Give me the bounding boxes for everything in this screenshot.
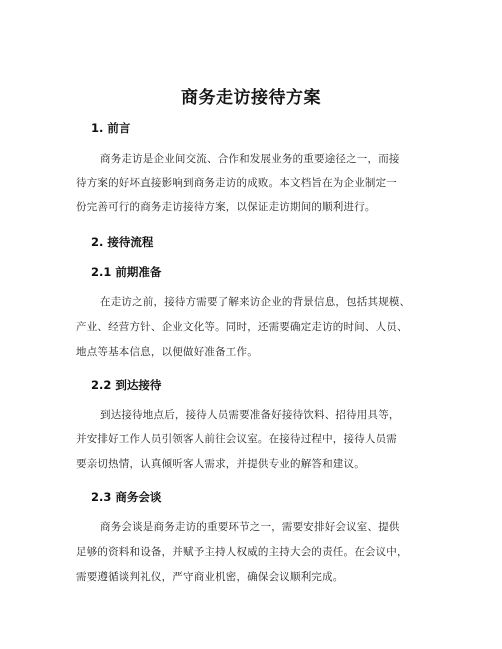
paragraph-line: 产业、经营方针、企业文化等。同时，还需要确定走访的时间、人员、: [76, 321, 408, 333]
paragraph-line: 商务走访是企业间交流、合作和发展业务的重要途径之一，而接: [100, 153, 400, 165]
subsection-heading-preparation: 2.1 前期准备: [91, 265, 162, 279]
paragraph-line: 足够的资料和设备，并赋予主持人权威的主持大会的责任。在会议中，: [76, 546, 408, 558]
paragraph-line: 地点等基本信息，以便做好准备工作。: [76, 346, 258, 358]
section-heading-process: 2. 接待流程: [91, 235, 154, 249]
subsection-heading-arrival: 2.2 到达接待: [91, 378, 162, 392]
document-title: 商务走访接待方案: [181, 88, 321, 108]
subsection-heading-meeting: 2.3 商务会谈: [91, 490, 162, 504]
paragraph-line: 商务会谈是商务走访的重要环节之一，需要安排好会议室、提供: [100, 521, 400, 533]
paragraph-line: 在走访之前，接待方需要了解来访企业的背景信息，包括其规模、: [100, 296, 411, 308]
paragraph-line: 需要遵循谈判礼仪，严守商业机密，确保会议顺利完成。: [76, 571, 344, 583]
paragraph-line: 要亲切热情，认真倾听客人需求，并提供专业的解答和建议。: [76, 458, 365, 470]
paragraph-line: 份完善可行的商务走访接待方案，以保证走访期间的顺利进行。: [76, 201, 376, 213]
section-heading-intro: 1. 前言: [91, 121, 131, 135]
paragraph-line: 到达接待地点后，接待人员需要准备好接待饮料、招待用具等，: [100, 409, 400, 421]
paragraph-line: 并安排好工作人员引领客人前往会议室。在接待过程中，接待人员需: [76, 433, 397, 445]
paragraph-line: 待方案的好坏直接影响到商务走访的成败。本文档旨在为企业制定一: [76, 177, 397, 189]
